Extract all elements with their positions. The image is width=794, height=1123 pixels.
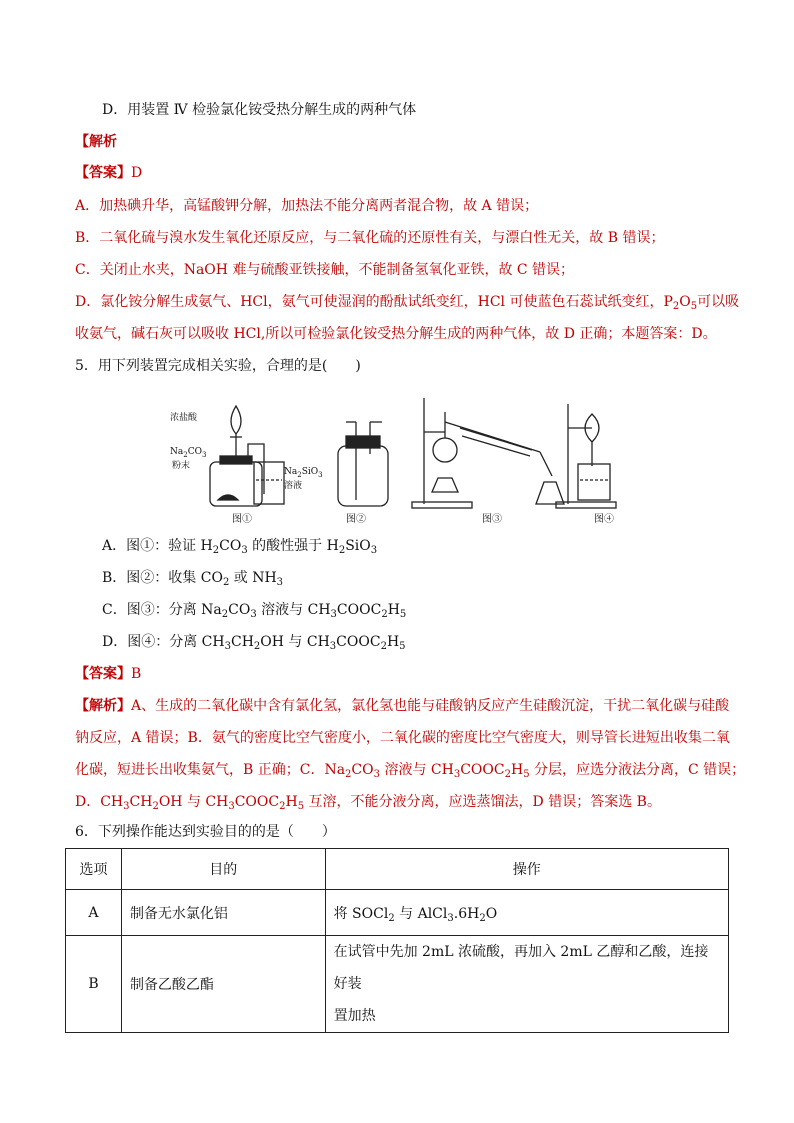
q4-option-d: D．用装置 Ⅳ 检验氯化铵受热分解生成的两种气体 (102, 102, 417, 118)
q4-answer (75, 163, 142, 183)
fig1-label-na2sio3: $Na_2SiO_3$ (284, 467, 323, 479)
q5-option-b: B．图②：收集 $CO_2$ 或 $NH_3$ (102, 570, 284, 588)
q4-analysis-tag: 【解析 (75, 134, 117, 150)
q4-explain-c: C．关闭止水夹，NaOH 难与硫酸亚铁接触，不能制备氢氧化亚铁，故 C 错误； (75, 262, 575, 278)
q6-row-b-option: B (66, 936, 122, 1033)
q6-header-operation: 操作 (325, 849, 728, 890)
q5-analysis-tag: 【解析】 (75, 698, 131, 714)
table-row (66, 936, 729, 1033)
fig2-caption: 图② (346, 514, 366, 525)
q5-analysis-line1: 【解析】A、生成的二氧化碳中含有氯化氢，氯化氢也能与硅酸钠反应产生硅酸沉淀，干扰二氧化碳与硅酸 (75, 698, 730, 714)
q4-answer-value: D (131, 165, 143, 181)
table-row (66, 890, 729, 936)
q5-analysis-line3: 化碳，短进长出收集氨气，B 正确；C．$Na_2CO_3$ 溶液与 $CH_3COOC_2H_5$ 分层，应选分液法分离，C 错误； (75, 762, 746, 780)
fig3-distillation-flask (433, 438, 457, 462)
q6-header-option: 选项 (66, 849, 122, 890)
q5-apparatus-figure (160, 392, 640, 526)
q4-explain-d-line2: 收氨气，碱石灰可以吸收 HCl,所以可检验氯化铵受热分解生成的两种气体，故 D 正确；本题答案：D。 (75, 326, 717, 342)
q6-row-a-option: A (66, 890, 122, 936)
fig1-label-acid: 浓盐酸 (170, 413, 198, 423)
fig3-receiver (536, 482, 564, 504)
q4-answer-tag: 【答案】 (75, 165, 131, 181)
fig4-beaker (578, 464, 610, 500)
q4-explain-d-line1: D．氯化铵分解生成氨气、HCl，氨气可使湿润的酚酞试纸变红，HCl 可使蓝色石蕊试纸变红，$P_2O_5$可以吸 (75, 294, 740, 312)
q6-stem: 6．下列操作能达到实验目的的是（ ） (75, 824, 336, 840)
fig2-gas-bottle (338, 446, 388, 506)
fig1-separatory-funnel (231, 406, 241, 434)
q5-answer-tag: 【答案】 (75, 666, 131, 682)
fig1-label-solution: 溶液 (284, 481, 303, 491)
q6-row-a-operation: 将 SOCl$_2$ 与 $AlCl_3.6H_2O$ (325, 890, 728, 936)
fig1-label-powder: 粉末 (172, 461, 191, 471)
q5-analysis-line4: D．$CH_3CH_2OH$ 与 $CH_3COOC_2H_5$ 互溶，不能分液分离，应选蒸馏法，D 错误；答案选 B。 (75, 794, 661, 812)
q6-header-purpose: 目的 (121, 849, 325, 890)
q5-option-d: D．图④：分离 $CH_3CH_2OH$ 与 $CH_3COOC_2H_5$ (102, 634, 406, 652)
fig1-label-na2co3: $Na_2CO_3$ (170, 447, 207, 459)
q5-answer-value: B (131, 666, 142, 682)
q5-analysis-line2: 钠反应，A 错误；B．氨气的密度比空气密度小，二氧化碳的密度比空气密度大，则导管长进短出收集二氧 (75, 730, 730, 746)
fig4-caption: 图④ (594, 514, 614, 525)
fig1-beaker (254, 462, 284, 504)
q5-stem: 5．用下列装置完成相关实验，合理的是( ) (75, 358, 361, 374)
q4-explain-a: A．加热碘升华，高锰酸钾分解，加热法不能分离两者混合物，故 A 错误； (75, 198, 539, 214)
q6-row-b-operation: 在试管中先加 2mL 浓硫酸，再加入 2mL 乙醇和乙酸，连接好装 置加热 (325, 936, 728, 1033)
q6-table (65, 848, 729, 1033)
q6-table-header-row (66, 849, 729, 890)
q5-option-a: A．图①：验证 $H_2CO_3$ 的酸性强于 $H_2SiO_3$ (102, 538, 378, 556)
q4-explain-b: B．二氧化硫与溴水发生氧化还原反应，与二氧化硫的还原性有关，与漂白性无关，故 B 错误； (75, 230, 665, 246)
q6-row-b-purpose: 制备乙酸乙酯 (121, 936, 325, 1033)
fig3-condenser (460, 428, 532, 456)
q5-option-c: C．图③：分离 $Na_2CO_3$ 溶液与 $CH_3COOC_2H_5$ (102, 602, 407, 620)
fig3-caption: 图③ (482, 514, 502, 525)
q6-row-a-purpose: 制备无水氯化铝 (121, 890, 325, 936)
q5-answer (75, 664, 141, 684)
fig1-caption: 图① (232, 514, 252, 525)
